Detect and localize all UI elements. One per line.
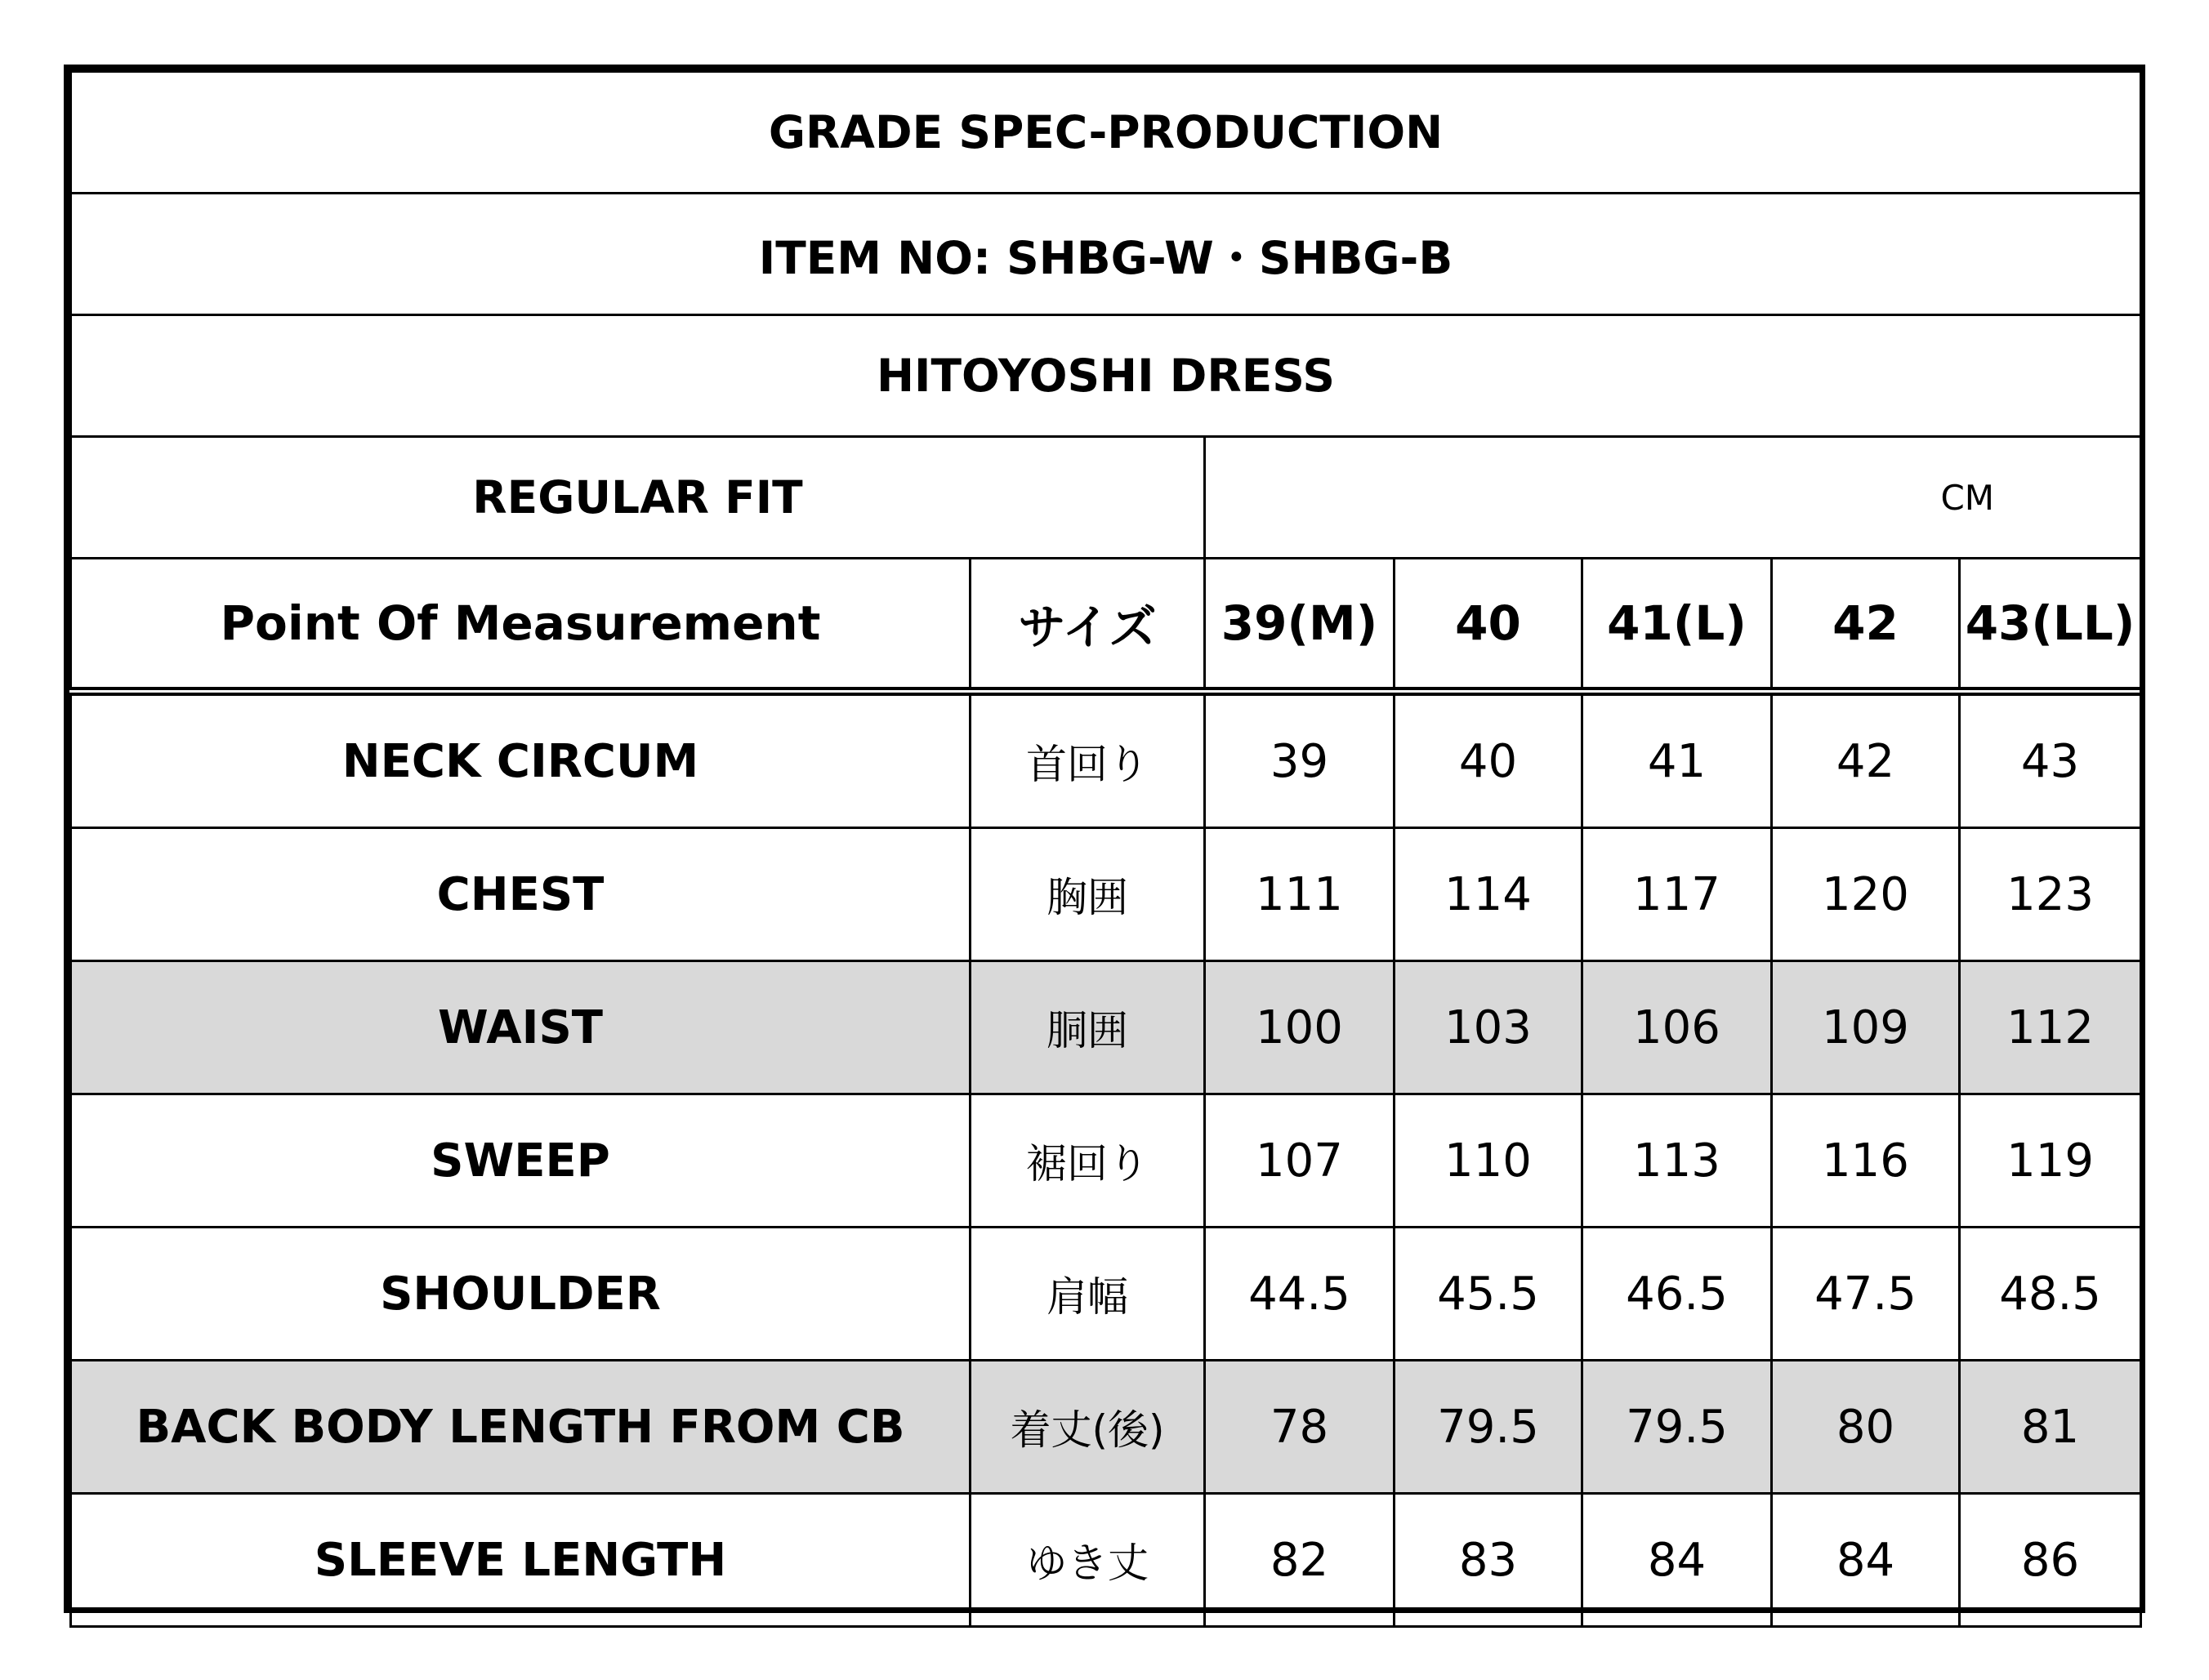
measurement-name-jp: ゆき丈	[971, 1494, 1205, 1627]
sheet-title: GRADE SPEC-PRODUCTION	[71, 72, 2141, 194]
item-number: ITEM NO: SHBG-W・SHBG-B	[71, 194, 2141, 315]
measurement-value: 83	[1395, 1494, 1582, 1627]
measurement-name-jp: 裾回り	[971, 1094, 1205, 1228]
measurement-value: 39	[1205, 692, 1395, 828]
table-row	[71, 1228, 2141, 1361]
measurement-value: 113	[1582, 1094, 1772, 1228]
measurement-name: CHEST	[71, 828, 971, 961]
measurement-name-jp: 胴囲	[971, 961, 1205, 1094]
measurement-value: 42	[1772, 692, 1960, 828]
measurement-value: 40	[1395, 692, 1582, 828]
measurement-value: 79.5	[1582, 1361, 1772, 1494]
measurement-value: 80	[1772, 1361, 1960, 1494]
size-header: 43(LL)	[1960, 559, 2141, 692]
column-header-row	[71, 559, 2141, 692]
measurement-value: 111	[1205, 828, 1395, 961]
measurement-name-jp: 肩幅	[971, 1228, 1205, 1361]
table-row	[71, 1494, 2141, 1627]
measurement-value: 109	[1772, 961, 1960, 1094]
measurement-value: 106	[1582, 961, 1772, 1094]
measurement-value: 110	[1395, 1094, 1582, 1228]
fit-row	[71, 437, 2141, 559]
measurement-name: SWEEP	[71, 1094, 971, 1228]
measurement-value: 45.5	[1395, 1228, 1582, 1361]
measurement-value: 79.5	[1395, 1361, 1582, 1494]
measurement-name: BACK BODY LENGTH FROM CB	[71, 1361, 971, 1494]
measurement-value: 82	[1205, 1494, 1395, 1627]
size-header: 40	[1395, 559, 1582, 692]
measurement-name: SHOULDER	[71, 1228, 971, 1361]
measurement-value: 41	[1582, 692, 1772, 828]
measurement-name: NECK CIRCUM	[71, 692, 971, 828]
size-jp-header: サイズ	[971, 559, 1205, 692]
spec-table	[69, 70, 2142, 1628]
measurement-name-jp: 首回り	[971, 692, 1205, 828]
size-header: 39(M)	[1205, 559, 1395, 692]
measurement-value: 48.5	[1960, 1228, 2141, 1361]
measurement-value: 103	[1395, 961, 1582, 1094]
product-name-row	[71, 315, 2141, 437]
grade-spec-sheet	[64, 65, 2145, 1613]
measurement-name-jp: 着丈(後)	[971, 1361, 1205, 1494]
measurement-value: 47.5	[1772, 1228, 1960, 1361]
title-row	[71, 72, 2141, 194]
table-row	[71, 1094, 2141, 1228]
table-row	[71, 961, 2141, 1094]
measurement-value: 44.5	[1205, 1228, 1395, 1361]
measurement-value: 107	[1205, 1094, 1395, 1228]
measurement-value: 100	[1205, 961, 1395, 1094]
measurement-value: 43	[1960, 692, 2141, 828]
size-header: 41(L)	[1582, 559, 1772, 692]
measurement-value: 84	[1582, 1494, 1772, 1627]
measurement-name: SLEEVE LENGTH	[71, 1494, 971, 1627]
measurement-value: 46.5	[1582, 1228, 1772, 1361]
pom-header: Point Of Measurement	[71, 559, 971, 692]
measurement-value: 119	[1960, 1094, 2141, 1228]
measurement-value: 117	[1582, 828, 1772, 961]
table-row	[71, 828, 2141, 961]
measurement-value: 78	[1205, 1361, 1395, 1494]
measurement-value: 81	[1960, 1361, 2141, 1494]
measurement-value: 86	[1960, 1494, 2141, 1627]
measurement-value: 84	[1772, 1494, 1960, 1627]
item-number-row	[71, 194, 2141, 315]
measurement-value: 120	[1772, 828, 1960, 961]
unit-label: CM	[1205, 437, 2141, 559]
table-row	[71, 692, 2141, 828]
measurement-value: 114	[1395, 828, 1582, 961]
fit-label: REGULAR FIT	[71, 437, 1205, 559]
table-row	[71, 1361, 2141, 1494]
measurement-value: 112	[1960, 961, 2141, 1094]
measurement-name: WAIST	[71, 961, 971, 1094]
measurement-value: 123	[1960, 828, 2141, 961]
product-name: HITOYOSHI DRESS	[71, 315, 2141, 437]
measurement-value: 116	[1772, 1094, 1960, 1228]
measurement-name-jp: 胸囲	[971, 828, 1205, 961]
size-header: 42	[1772, 559, 1960, 692]
